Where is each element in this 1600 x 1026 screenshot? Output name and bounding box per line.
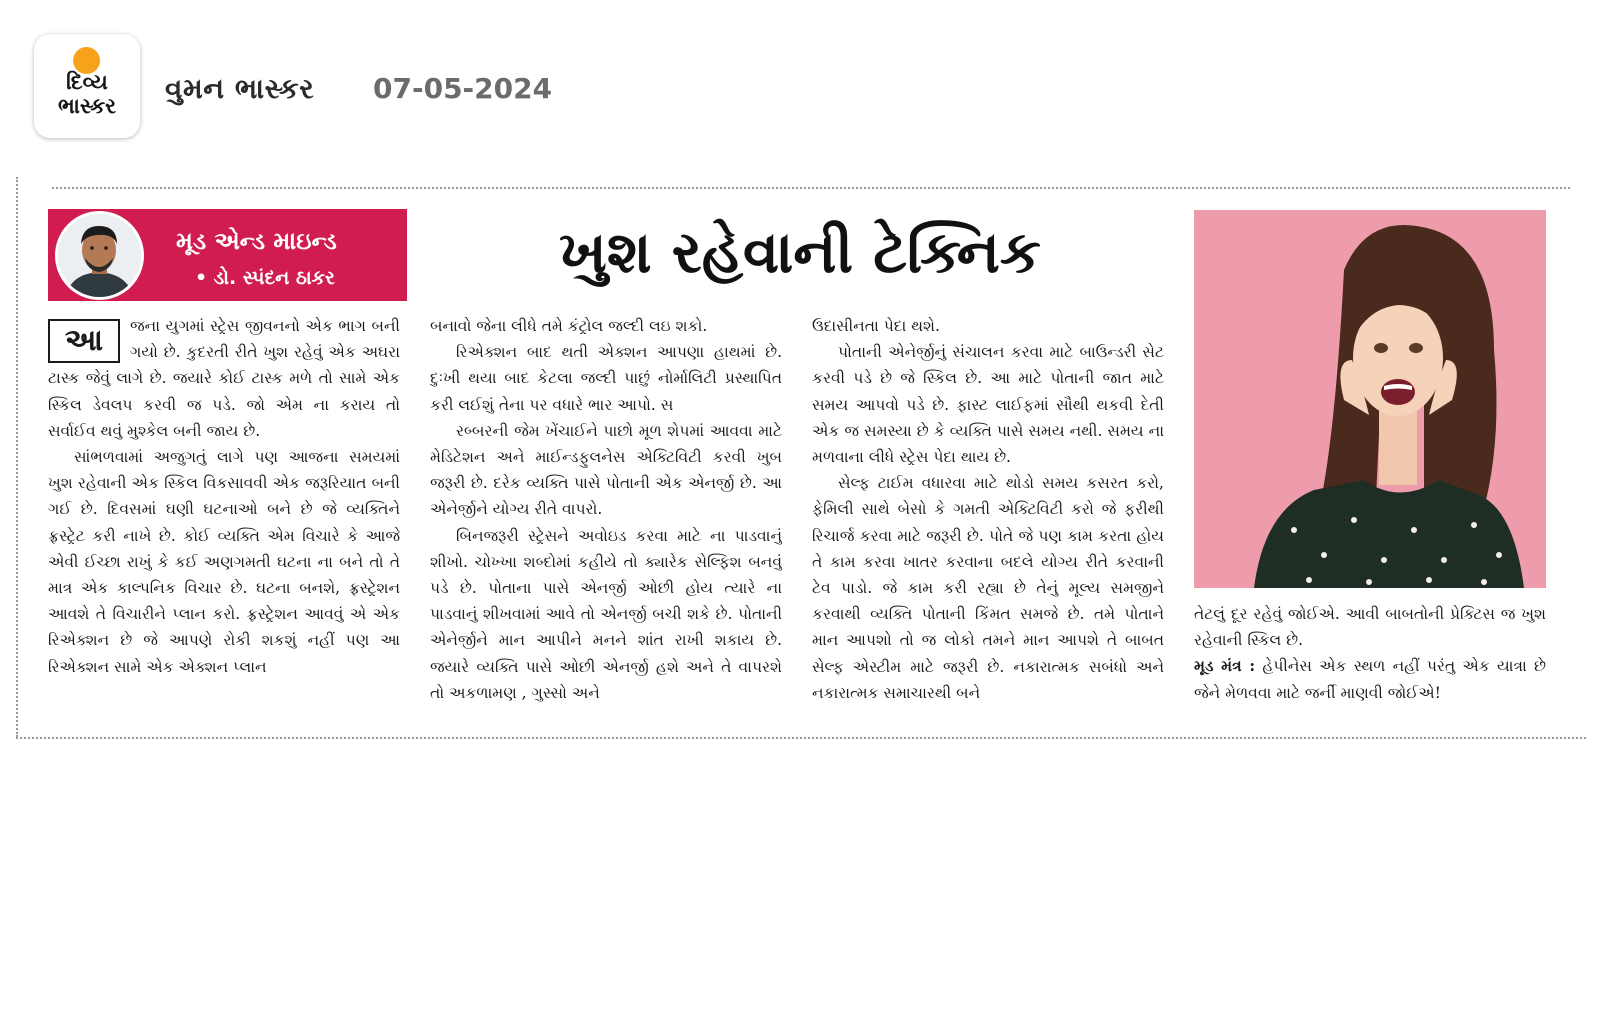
paragraph: જના યુગમાં સ્ટ્રેસ જીવનનો એક ભાગ બની ગયો છે. કુદરતી રીતે ખુશ રહેવું એક અઘરા ટાસ્ક જેવું લાગે છે. જયારે કોઈ ટાસ્ક મળે તો સામે એક સ્કિલ ડેવલપ કરવી જ પડે. જો એમ ના કરાય તો સર્વાઈવ થવું મુશ્કેલ બની જાય છે. — [48, 317, 400, 440]
left-divider — [16, 177, 18, 737]
article-column-1 — [48, 313, 400, 738]
mantra-text: હેપીનેસ એક સ્થળ નહીં પરંતુ એક યાત્રા છે જેને મેળવવા માટે જર્ની માણવી જોઈએ! — [1194, 657, 1546, 702]
paragraph: રિએક્શન બાદ થતી એક્શન આપણા હાથમાં છે. દુઃખી થયા બાદ કેટલા જલ્દી પાછું નોર્માલિટી પ્રસ્થાપિત કરી લઈશું તેના પર વધારે ભાર આપો. સ — [430, 343, 782, 414]
smiling-woman-photo — [1194, 210, 1546, 588]
drop-cap: આ — [48, 319, 120, 363]
paragraph: ઉદાસીનતા પેદા થશે. — [812, 317, 940, 335]
paragraph: સેલ્ફ ટાઈમ વધારવા માટે થોડો સમય કસરત કરો, ફેમિલી સાથે બેસો કે ગમતી એક્ટિવિટી કરો જે ફરીથી રિચાર્જ કરવા માટે જરૂરી છે. પોતે જે પણ કામ કરતા હોય તે કામ કરવા ખાતર કરવાના બદલે યોગ્ય રીતે કરવાની ટેવ પાડો. જે કામ કરી રહ્યા છે તેનું મૂલ્ય સમજીને કરવાથી વ્યક્તિ પોતાની કિંમત સમજે છે. તમે પોતાને માન આપશો તો જ લોકો તમને માન આપશે તે બાબત સેલ્ફ એસ્ટીમ માટે જરૂરી છે. નકારાત્મક સબંધો અને નકારાત્મક સમાચારથી બને — [812, 474, 1164, 702]
avatar-icon — [58, 214, 141, 297]
paragraph: તેટલું દૂર રહેવું જોઈએ. આવી બાબતોની પ્રેક્ટિસ જ ખુશ રહેવાની સ્કિલ છે. — [1194, 605, 1546, 650]
column-title: મૂડ એન્ડ માઇન્ડ — [176, 227, 337, 255]
edition-name: વુમન ભાસ્કર — [165, 72, 315, 105]
mood-mantra — [1194, 653, 1546, 705]
paragraph: સાંભળવામાં અજુગતું લાગે પણ આજના સમયમાં ખુશ રહેવાની એક સ્કિલ વિકસાવવી એક જરૂરિયાત બની ગઈ છે. દિવસમાં ઘણી ઘટનાઓ બને છે જે વ્યક્તિને ફ્રસ્ટ્રેટ કરી નાખે છે. કોઈ વ્યક્તિ એમ વિચારે કે આજે એવી ઈચ્છા રાખું કે કઈ અણગમતી ઘટના ના બને તો તે માત્ર એક કાલ્પનિક વિચાર છે. ઘટના બનશે, ફ્રસ્ટ્રેશન આવશે તે વિચારીને પ્લાન કરો. ફ્રસ્ટ્રેશન આવવું એ એક રિએક્શન છે જે આપણે રોકી શકશું નહીં પણ આ રિએક્શન સામે એક એક્શન પ્લાન — [48, 448, 400, 676]
article-photo — [1194, 210, 1546, 588]
column-header — [48, 209, 407, 301]
top-divider — [52, 187, 1570, 189]
paragraph: પોતાની એનેર્જીનું સંચાલન કરવા માટે બાઉન્ડરી સેટ કરવી પડે છે જે સ્કિલ છે. આ માટે પોતાની જાત માટે સમય આપવો પડે છે. ફાસ્ટ લાઈફમાં સૌથી થકવી દેતી એક જ સમસ્યા છે કે વ્યક્તિ પાસે સમય નથી. સમય ના મળવાના લીધે સ્ટ્રેસ પેદા થાય છે. — [812, 343, 1164, 467]
article-column-3 — [812, 313, 1164, 738]
mantra-label: મૂડ મંત્ર : — [1194, 656, 1256, 676]
column-author: • ડો. સ્પંદન ઠાકર — [195, 267, 335, 289]
article-column-2 — [430, 313, 782, 738]
article-column-4 — [1194, 601, 1546, 1026]
paragraph: રબ્બરની જેમ ખેંચાઈને પાછો મૂળ શેપમાં આવવા માટે મેડિટેશન અને માઈન્ડફુલનેસ એક્ટિવિટી કરવી ખુબ જરૂરી છે. દરેક વ્યક્તિ પાસે પોતાની એક એનર્જી છે. આ એનેર્જીને યોગ્ય રીતે વાપરો. — [430, 421, 782, 519]
divya-bhaskar-logo[interactable] — [34, 34, 140, 138]
article-headline: ખુશ રહેવાની ટેક્નિક — [559, 218, 1041, 286]
publication-date: 07-05-2024 — [373, 72, 553, 105]
author-avatar — [55, 211, 144, 300]
paragraph: બિનજરૂરી સ્ટ્રેસને અવોઇડ કરવા માટે ના પાડવાનું શીખો. ચોખ્ખા શબ્દોમાં કહીયે તો ક્યારેક સેલ્ફિશ બનવું પડે છે. પોતાના પાસે એનર્જી ઓછી હોય ત્યારે ના પાડવાનું શીખવામાં આવે તો એનર્જી બચી શકે છે. પોતાની એનેર્જીને માન આપીને મનને શાંત રાખી શકાય છે. જયારે વ્યક્તિ પાસે ઓછી એનર્જી હશે અને તે વાપરશે તો અકળામણ , ગુસ્સો અને — [430, 526, 782, 702]
logo-text: દિવ્ય ભાસ્કર — [57, 70, 117, 118]
paragraph: બનાવો જેના લીધે તમે કંટ્રોલ જલ્દી લઇ શકો. — [430, 317, 708, 335]
